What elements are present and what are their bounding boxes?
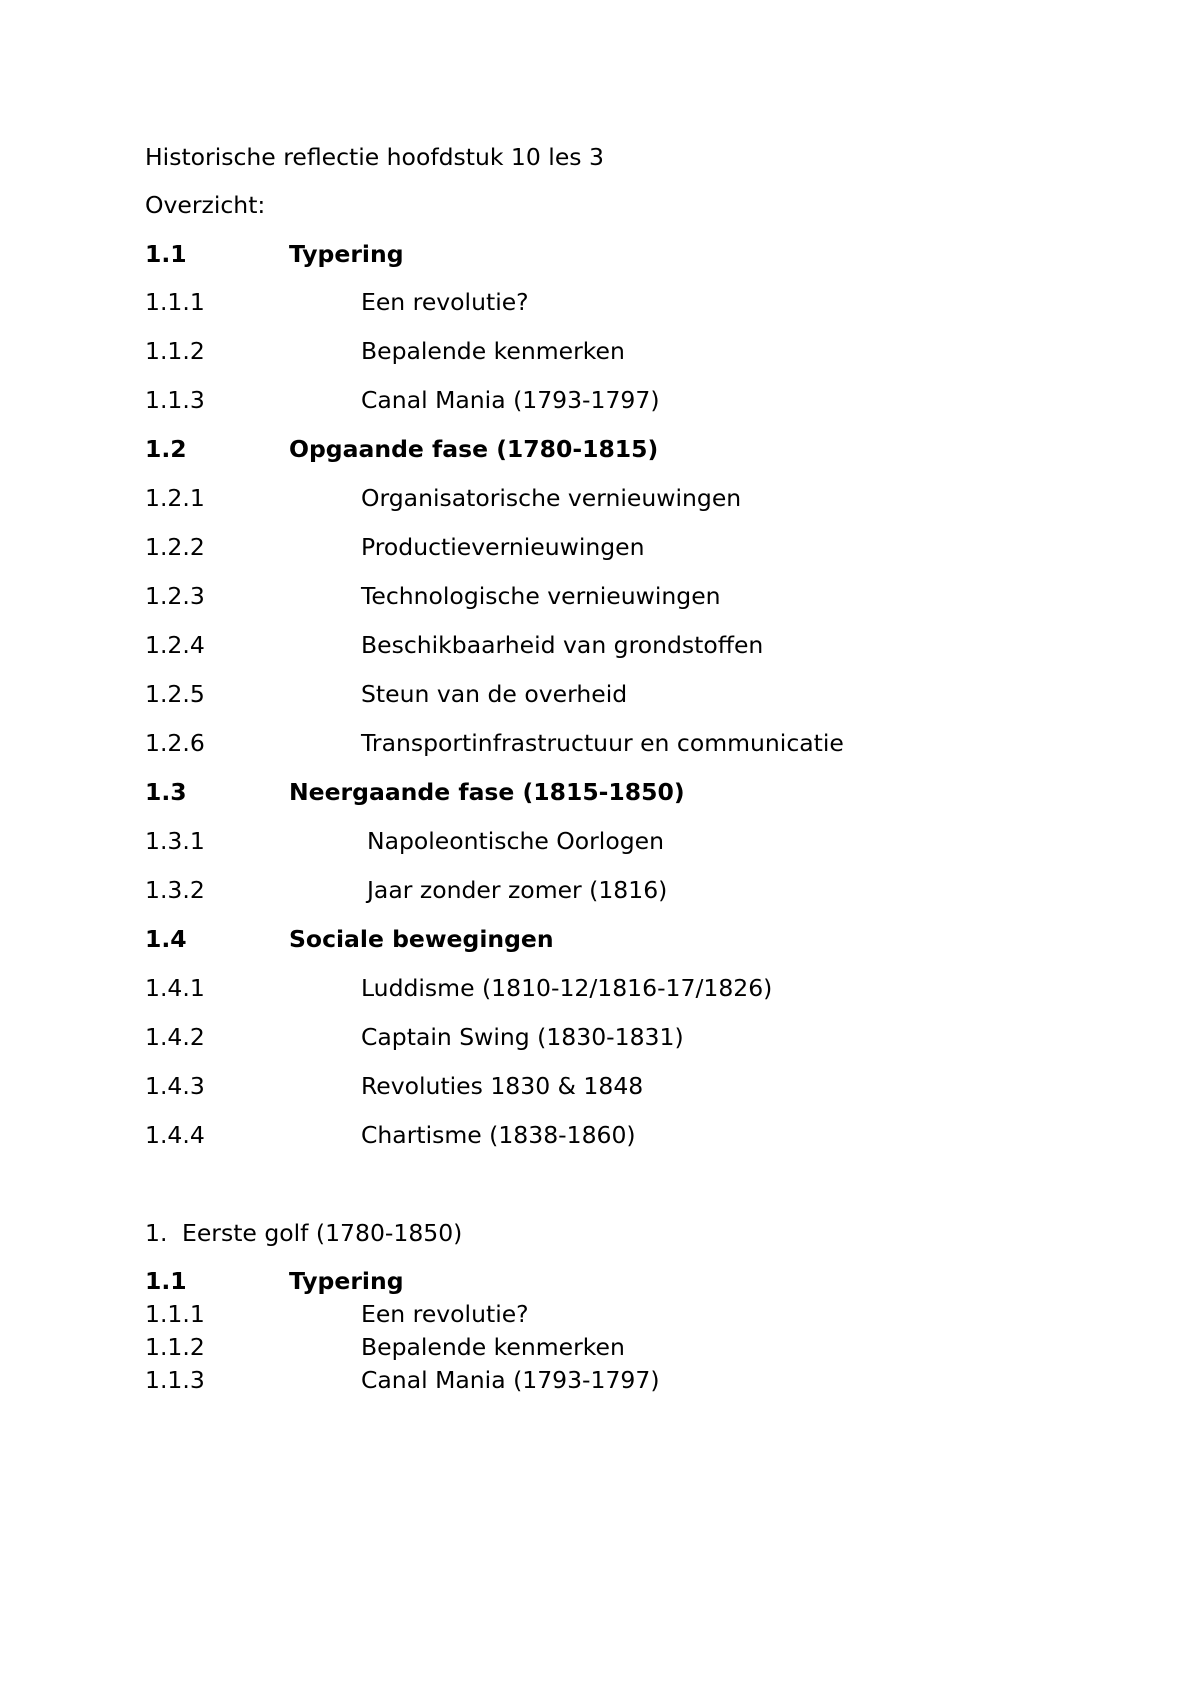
toc-sub-row <box>145 1120 636 1150</box>
toc-number: 1.2.6 <box>145 729 205 757</box>
toc-sub-row <box>145 679 628 709</box>
toc-text: Productievernieuwingen <box>361 533 645 561</box>
toc-text: Steun van de overheid <box>361 680 628 708</box>
toc-text: Canal Mania (1793-1797) <box>361 386 660 414</box>
toc-text: Jaar zonder zomer (1816) <box>367 876 668 904</box>
toc-text: Technologische vernieuwingen <box>361 582 721 610</box>
toc-number: 1.1.1 <box>145 288 205 316</box>
toc-number: 1.4.4 <box>145 1121 205 1149</box>
overview-label: Overzicht: <box>145 191 266 219</box>
toc-number: 1.2.1 <box>145 484 205 512</box>
section-heading <box>145 1218 463 1248</box>
toc-number: 1.2 <box>145 435 187 463</box>
toc-number: 1.4 <box>145 925 187 953</box>
toc-sub-row <box>145 287 529 317</box>
toc-text: Transportinfrastructuur en communicatie <box>361 729 844 757</box>
toc-text: Revoluties 1830 & 1848 <box>361 1072 644 1100</box>
toc-heading-row <box>145 239 404 269</box>
toc-sub-row <box>145 1022 684 1052</box>
toc-heading-row <box>145 777 685 807</box>
toc-text: Opgaande fase (1780-1815) <box>289 435 659 463</box>
toc-text: Organisatorische vernieuwingen <box>361 484 742 512</box>
toc-number: 1.1.3 <box>145 386 205 414</box>
toc-text: Napoleontische Oorlogen <box>367 827 664 855</box>
section-item-text: Bepalende kenmerken <box>361 1333 625 1361</box>
toc-number: 1.4.3 <box>145 1072 205 1100</box>
section-item-number: 1.1.3 <box>145 1366 205 1394</box>
toc-sub-row <box>145 826 664 856</box>
toc-number: 1.3.1 <box>145 827 205 855</box>
toc-number: 1.1 <box>145 240 187 268</box>
toc-text: Een revolutie? <box>361 288 529 316</box>
toc-text: Chartisme (1838-1860) <box>361 1121 636 1149</box>
toc-text: Sociale bewegingen <box>289 925 554 953</box>
section-item-text: Canal Mania (1793-1797) <box>361 1366 660 1394</box>
toc-sub-row <box>145 483 742 513</box>
section-number: 1. <box>145 1219 168 1247</box>
toc-number: 1.3.2 <box>145 876 205 904</box>
toc-sub-row <box>145 728 844 758</box>
toc-sub-row <box>145 532 645 562</box>
section-item-text: Typering <box>289 1267 404 1295</box>
toc-number: 1.2.3 <box>145 582 205 610</box>
toc-sub-row <box>145 973 773 1003</box>
document-title: Historische reflectie hoofdstuk 10 les 3 <box>145 143 604 171</box>
toc-number: 1.3 <box>145 778 187 806</box>
toc-text: Typering <box>289 240 404 268</box>
toc-sub-row <box>145 1071 644 1101</box>
toc-text: Beschikbaarheid van grondstoffen <box>361 631 764 659</box>
toc-sub-row <box>145 630 764 660</box>
toc-number: 1.4.1 <box>145 974 205 1002</box>
toc-sub-row <box>145 385 660 415</box>
toc-sub-row <box>145 336 625 366</box>
toc-number: 1.2.4 <box>145 631 205 659</box>
toc-number: 1.2.2 <box>145 533 205 561</box>
toc-number: 1.1.2 <box>145 337 205 365</box>
section-item-number: 1.1.1 <box>145 1300 205 1328</box>
section-item-text: Een revolutie? <box>361 1300 529 1328</box>
section-item-number: 1.1 <box>145 1267 187 1295</box>
section-sub-row <box>145 1299 529 1329</box>
section-item-number: 1.1.2 <box>145 1333 205 1361</box>
toc-number: 1.2.5 <box>145 680 205 708</box>
toc-heading-row <box>145 434 659 464</box>
toc-sub-row <box>145 581 721 611</box>
section-heading-row <box>145 1266 404 1296</box>
section-sub-row <box>145 1332 625 1362</box>
toc-heading-row <box>145 924 554 954</box>
section-sub-row <box>145 1365 660 1395</box>
toc-number: 1.4.2 <box>145 1023 205 1051</box>
toc-text: Captain Swing (1830-1831) <box>361 1023 684 1051</box>
section-title: Eerste golf (1780-1850) <box>182 1219 463 1247</box>
toc-text: Luddisme (1810-12/1816-17/1826) <box>361 974 773 1002</box>
toc-text: Bepalende kenmerken <box>361 337 625 365</box>
toc-sub-row <box>145 875 668 905</box>
toc-text: Neergaande fase (1815-1850) <box>289 778 685 806</box>
